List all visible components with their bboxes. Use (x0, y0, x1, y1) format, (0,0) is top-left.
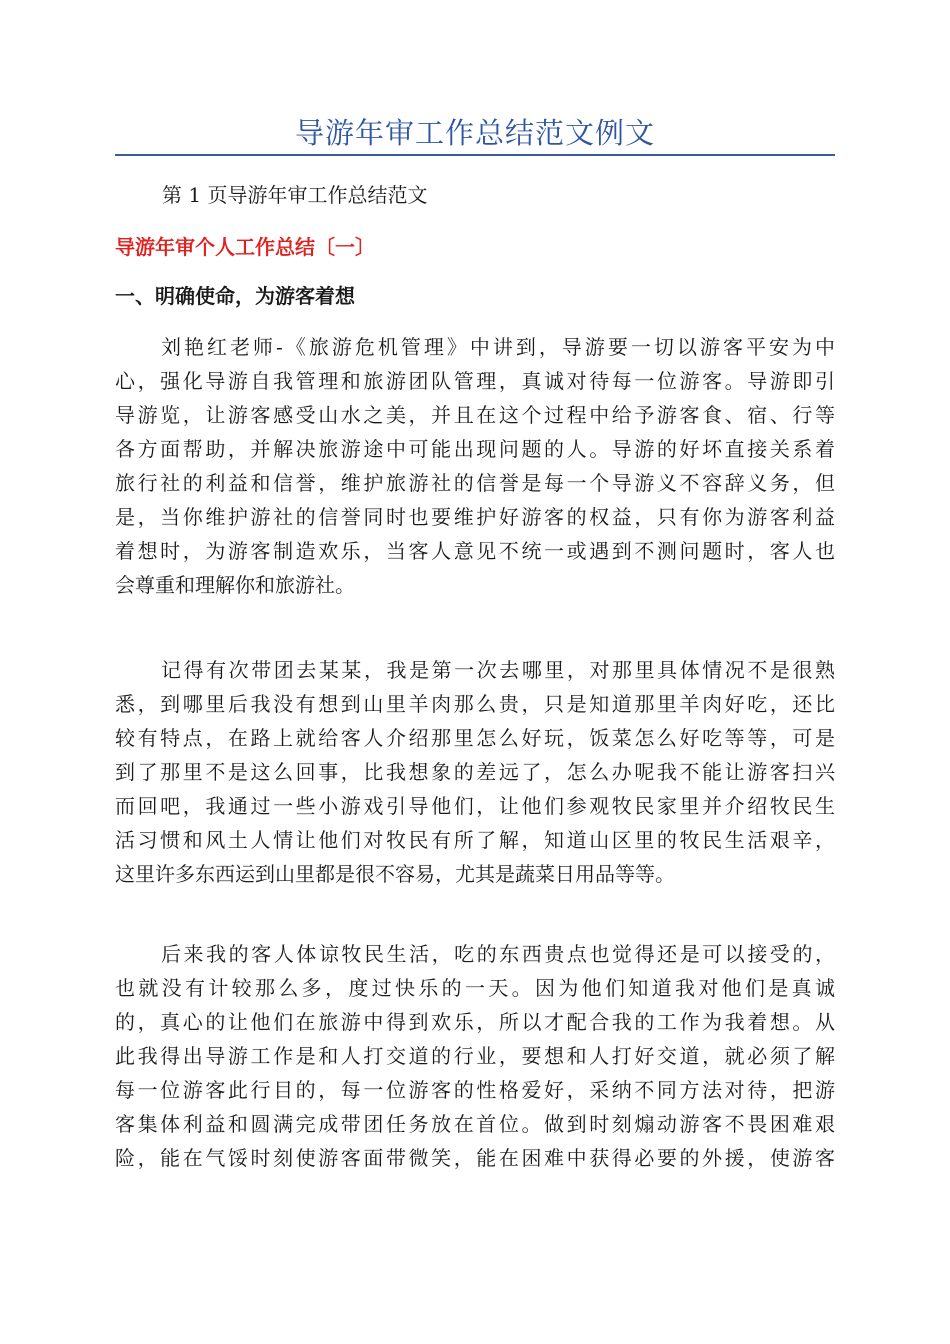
paragraph-line: 悉，到哪里后我没有想到山里羊肉那么贵，只是知道那里羊肉好吃，还比 (115, 692, 835, 716)
paragraph-line: 这里许多东西运到山里都是很不容易，尤其是蔬菜日用品等等。 (115, 862, 675, 886)
paragraph-line: 到了那里不是这么回事，比我想象的差远了，怎么办呢我不能让游客扫兴 (115, 760, 835, 784)
document-subtitle: 第 1 页导游年审工作总结范文 (162, 183, 428, 207)
document-title: 导游年审工作总结范文例文 (294, 116, 655, 150)
sub-heading: 一、明确使命，为游客着想 (115, 284, 355, 308)
paragraph-line: 而回吧，我通过一些小游戏引导他们，让他们参观牧民家里并介绍牧民生 (115, 794, 835, 818)
paragraph-line: 后来我的客人体谅牧民生活，吃的东西贵点也觉得还是可以接受的， (161, 942, 835, 966)
paragraph-line: 旅行社的利益和信誉，维护旅游社的信誉是每一个导游义不容辞义务，但 (115, 471, 835, 495)
title-underline (115, 154, 835, 156)
paragraph-line: 记得有次带团去某某，我是第一次去哪里，对那里具体情况不是很熟 (161, 658, 835, 682)
section-heading: 导游年审个人工作总结〔一〕 (115, 235, 375, 259)
paragraph-line: 导游览，让游客感受山水之美，并且在这个过程中给予游客食、宿、行等 (115, 403, 835, 427)
body-paragraph-1 (115, 330, 835, 602)
paragraph-line: 各方面帮助，并解决旅游途中可能出现问题的人。导游的好坏直接关系着 (115, 437, 835, 461)
paragraph-line: 的，真心的让他们在旅游中得到欢乐，所以才配合我的工作为我着想。从 (115, 1010, 835, 1034)
body-paragraph-2 (115, 653, 835, 891)
body-paragraph-3 (115, 937, 835, 1175)
paragraph-line: 着想时，为游客制造欢乐，当客人意见不统一或遇到不测问题时，客人也 (115, 539, 835, 563)
paragraph-line: 是，当你维护游社的信誉同时也要维护好游客的权益，只有你为游客利益 (115, 505, 835, 529)
paragraph-line: 较有特点，在路上就给客人介绍那里怎么好玩，饭菜怎么好吃等等，可是 (115, 726, 835, 750)
paragraph-line: 客集体利益和圆满完成带团任务放在首位。做到时刻煽动游客不畏困难艰 (115, 1112, 835, 1136)
paragraph-line: 险，能在气馁时刻使游客面带微笑，能在困难中获得必要的外援，使游客 (115, 1146, 835, 1170)
paragraph-line: 会尊重和理解你和旅游社。 (115, 573, 355, 597)
paragraph-line: 心，强化导游自我管理和旅游团队管理，真诚对待每一位游客。导游即引 (115, 369, 835, 393)
paragraph-line: 刘艳红老师-《旅游危机管理》中讲到，导游要一切以游客平安为中 (161, 335, 835, 359)
paragraph-line: 每一位游客此行目的，每一位游客的性格爱好，采纳不同方法对待，把游 (115, 1078, 835, 1102)
paragraph-line: 活习惯和风土人情让他们对牧民有所了解，知道山区里的牧民生活艰辛， (115, 828, 835, 852)
paragraph-line: 此我得出导游工作是和人打交道的行业，要想和人打好交道，就必须了解 (115, 1044, 835, 1068)
paragraph-line: 也就没有计较那么多，度过快乐的一天。因为他们知道我对他们是真诚 (115, 976, 835, 1000)
